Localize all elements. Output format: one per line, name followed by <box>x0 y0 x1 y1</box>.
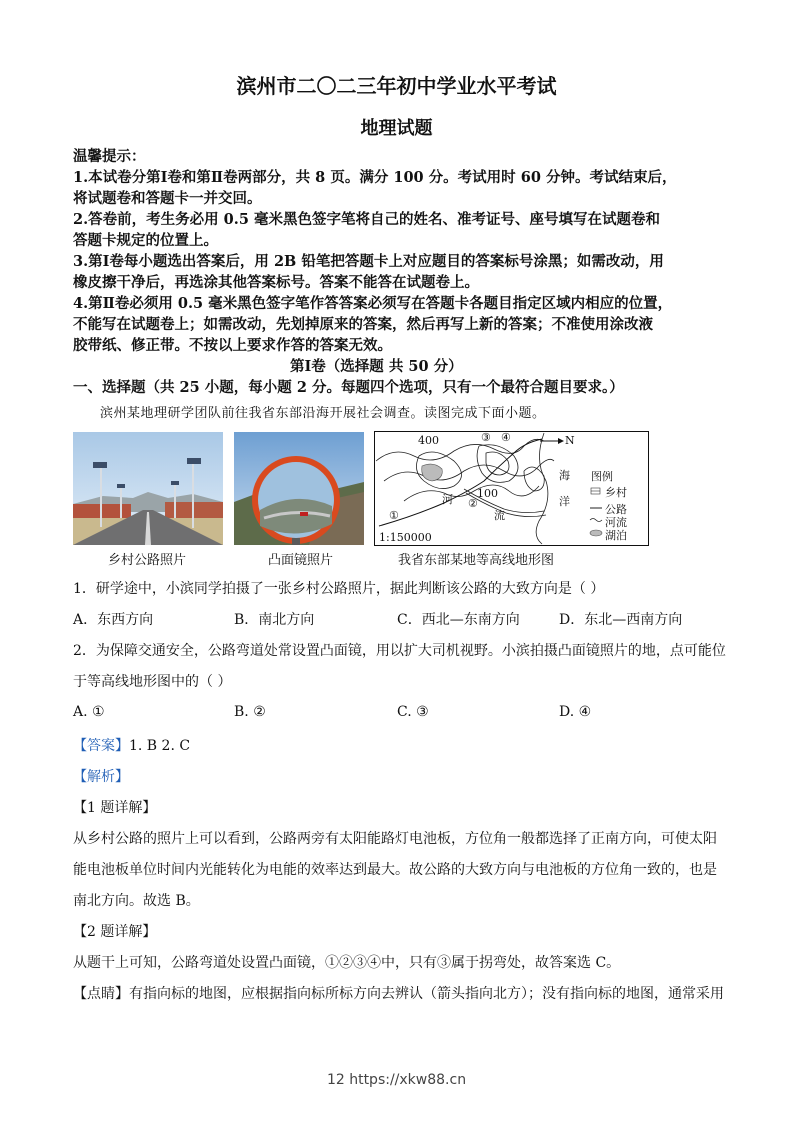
tip-tag: 【点睛】 <box>73 986 129 1002</box>
legend-title: 图例 <box>591 470 613 483</box>
rural-road-photo <box>73 432 223 545</box>
question-2-option-c: C. ③ <box>397 704 429 720</box>
tip-line <box>73 983 724 1003</box>
question-2-option-a: A. ① <box>73 704 105 720</box>
q1-detail-heading: 【1 题详解】 <box>73 800 157 816</box>
section-heading: 一、选择题（共 25 小题，每小题 2 分。每题四个选项，只有一个最符合题目要求。） <box>73 379 624 396</box>
notice-line: 3.第Ⅰ卷每小题选出答案后，用 2B 铅笔把答题卡上对应题目的答案标号涂黑；如需改动，用 <box>73 253 664 270</box>
notice-line: 不能写在试题卷上；如需改动，先划掉原来的答案，然后再写上新的答案；不准使用涂改液 <box>73 316 653 333</box>
map-marker-3: ③ <box>481 431 491 444</box>
legend-road: 公路 <box>605 503 627 516</box>
page-footer: 12 https://xkw88.cn <box>326 1072 467 1088</box>
q2-detail-line: 从题干上可知，公路弯道处设置凸面镜，①②③④中，只有③属于拐弯处，故答案选 C。 <box>73 955 621 971</box>
exam-subtitle: 地理试题 <box>360 118 433 139</box>
notice-line: 答题卡规定的位置上。 <box>73 232 218 249</box>
sea-label-2: 洋 <box>559 495 570 508</box>
contour-map-caption: 我省东部某地等高线地形图 <box>398 553 555 568</box>
q2-detail-heading: 【2 题详解】 <box>73 924 157 940</box>
convex-mirror-photo <box>234 432 364 545</box>
notice-line: 1.本试卷分第Ⅰ卷和第Ⅱ卷两部分，共 8 页。满分 100 分。考试用时 60 分钟。考试结束后， <box>73 169 677 186</box>
q1-detail-line: 南北方向。故选 B。 <box>73 893 200 909</box>
exam-title: 滨州市二〇二三年初中学业水平考试 <box>236 74 557 98</box>
answer-tag: 【答案】 <box>73 738 129 754</box>
map-marker-2: ② <box>468 497 478 510</box>
question-2-option-d: D. ④ <box>559 704 592 720</box>
river-label-2: 流 <box>494 509 505 522</box>
section-intro: 滨州某地理研学团队前往我省东部沿海开展社会调查。读图完成下面小题。 <box>100 406 546 421</box>
question-2-stem-line-2: 于等高线地形图中的（ ） <box>73 674 232 690</box>
notice-heading: 温馨提示： <box>73 148 146 165</box>
answer-line <box>73 735 190 755</box>
contour-label-100: 100 <box>477 487 498 500</box>
notice-line: 2.答卷前，考生务必用 0.5 毫米黑色签字笔将自己的姓名、准考证号、座号填写在试题卷和 <box>73 211 660 228</box>
answer-text: 1. B 2. C <box>129 738 191 754</box>
sea-label-1: 海 <box>559 469 570 482</box>
legend-village: 乡村 <box>605 486 627 499</box>
map-marker-1: ① <box>389 509 399 522</box>
question-2-stem-line-1: 2．为保障交通安全，公路弯道处常设置凸面镜，用以扩大司机视野。小滨拍摄凸面镜照片的地，点可能位 <box>73 643 726 659</box>
map-scale: 1:150000 <box>379 531 432 544</box>
convex-mirror-caption: 凸面镜照片 <box>268 553 334 568</box>
tip-text: 有指向标的地图，应根据指向标所标方向去辨认（箭头指向北方）；没有指向标的地图，通常采用 <box>129 986 724 1002</box>
analysis-tag: 【解析】 <box>73 769 129 785</box>
map-marker-4: ④ <box>501 431 511 444</box>
notice-line: 4.第Ⅱ卷必须用 0.5 毫米黑色签字笔作答答案必须写在答题卡各题目指定区域内相应的位置， <box>73 295 673 312</box>
notice-line: 将试题卷和答题卡一并交回。 <box>73 190 262 207</box>
notice-line: 橡皮擦干净后，再选涂其他答案标号。答案不能答在试题卷上。 <box>73 274 479 291</box>
river-label-1: 河 <box>442 493 453 506</box>
question-1-option-a: A．东西方向 <box>73 612 154 628</box>
question-1-option-d: D．东北—西南方向 <box>559 612 683 628</box>
notice-line: 胶带纸、修正带。不按以上要求作答的答案无效。 <box>73 337 392 354</box>
rural-road-caption: 乡村公路照片 <box>108 553 187 568</box>
north-label: N <box>565 434 575 447</box>
question-1-option-b: B．南北方向 <box>234 612 315 628</box>
question-1-option-c: C．西北—东南方向 <box>397 612 520 628</box>
section-title: 第Ⅰ卷（选择题 共 50 分） <box>290 358 463 375</box>
question-2-option-b: B. ② <box>234 704 266 720</box>
q1-detail-line: 从乡村公路的照片上可以看到，公路两旁有太阳能路灯电池板，方位角一般都选择了正南方向，可使太阳 <box>73 831 717 847</box>
contour-label-400: 400 <box>418 434 439 447</box>
question-1-stem: 1．研学途中，小滨同学拍摄了一张乡村公路照片，据此判断该公路的大致方向是（ ） <box>73 581 605 597</box>
legend-river: 河流 <box>605 516 627 529</box>
contour-map <box>374 431 649 546</box>
legend-lake: 湖泊 <box>605 529 627 542</box>
q1-detail-line: 能电池板单位时间内光能转化为电能的效率达到最大。故公路的大致方向与电池板的方位角一致的，也是 <box>73 862 717 878</box>
